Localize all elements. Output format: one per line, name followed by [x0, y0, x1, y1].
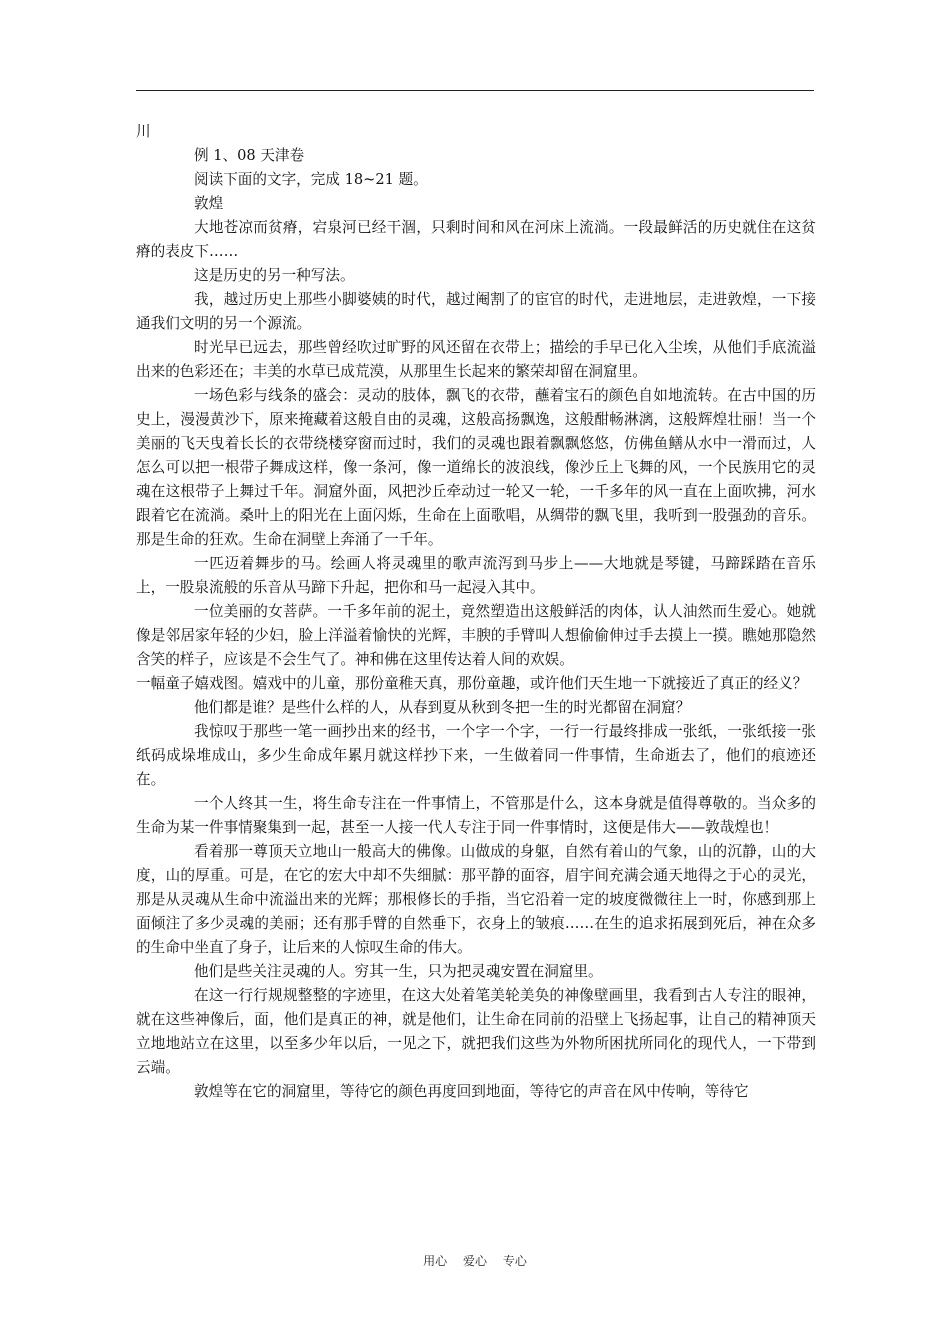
- paragraph: 我，越过历史上那些小脚婆姨的时代，越过阉割了的宦官的时代，走进地层，走进敦煌，一下接通我们文明的另一个源流。: [136, 291, 816, 332]
- footer-item: 专心: [502, 1254, 527, 1268]
- paragraph: 时光早已远去，那些曾经吹过旷野的风还留在衣带上；描绘的手早已化入尘埃，从他们手底流溢出来的色彩还在；丰美的水草已成荒漠，从那里生长起来的繁荣却留在洞窟里。: [136, 339, 816, 380]
- paragraph: 在这一行行规规整整的字迹里，在这大处着笔美轮美奂的神像壁画里，我看到古人专注的眼神，就在这些神像后，面，他们是真正的神，就是他们，让生命在同前的沿壁上飞扬起事，让自己的精神顶天立地地站立在这里，以至多少年以后，一见之下，就把我们这些为外物所困扰所同化的现代人，一下带到云端。: [136, 987, 816, 1076]
- paragraph: 他们是些关注灵魂的人。穷其一生，只为把灵魂安置在洞窟里。: [194, 963, 603, 980]
- paragraph: 阅读下面的文字，完成 18~21 题。: [194, 171, 428, 188]
- paragraph: 例 1、08 天津卷: [194, 147, 305, 164]
- footer-item: 爱心: [462, 1254, 487, 1268]
- article-title: 敦煌: [194, 195, 224, 212]
- header-fragment: 川: [136, 123, 151, 140]
- paragraph: 敦煌等在它的洞窟里，等待它的颜色再度回到地面，等待它的声音在风中传响，等待它: [194, 1083, 749, 1100]
- paragraph: 一匹迈着舞步的马。绘画人将灵魂里的歌声流泻到马步上——大地就是琴键，马蹄踩踏在音乐上，一股泉流般的乐音从马蹄下升起，把你和马一起浸入其中。: [136, 555, 816, 596]
- paragraph: 一个人终其一生，将生命专注在一件事情上，不管那是什么，这本身就是值得尊敬的。当众多的生命为某一件事情聚集到一起，甚至一人接一代人专注于同一件事情时，这便是伟大——敦哉煌也！: [136, 795, 816, 836]
- page-footer: [0, 1252, 950, 1269]
- paragraph: 我惊叹于那些一笔一画抄出来的经书，一个字一个字，一行一行最终排成一张纸，一张纸接一张纸码成垛堆成山，多少生命成年累月就这样抄下来，一生做着同一件事情，生命逝去了，他们的痕迹还在。: [136, 723, 816, 788]
- paragraph: 一幅童子嬉戏图。嬉戏中的儿童，那份童稚天真，那份童趣，或许他们天生地一下就接近了真正的经义？: [136, 675, 808, 692]
- paragraph: 大地苍凉而贫瘠，宕泉河已经干涸，只剩时间和风在河床上流淌。一段最鲜活的历史就住在这贫瘠的表皮下……: [136, 219, 816, 260]
- header-rule: [136, 90, 814, 91]
- paragraph: 他们都是谁？是些什么样的人，从春到夏从秋到冬把一生的时光都留在洞窟？: [194, 699, 691, 716]
- paragraph: 一场色彩与线条的盛会：灵动的肢体，飘飞的衣带，蘸着宝石的颜色自如地流转。在古中国的历史上，漫漫黄沙下，原来掩藏着这般自由的灵魂，这般高扬飘逸，这般酣畅淋漓，这般辉煌壮丽！当一个美丽的飞天曳着长长的衣带绕楼穿窗而过时，我们的灵魂也跟着飘飘悠悠，仿佛鱼鳝从水中一滑而过，人怎么可以把一根带子舞成这样，像一条河，像一道绵长的波浪线，像沙丘上飞舞的风，一个民族用它的灵魂在这根带子上舞过千年。洞窟外面，风把沙丘牵动过一轮又一轮，一千多年的风一直在上面吹拂，河水跟着它在流淌。桑叶上的阳光在上面闪烁，生命在上面歌唱，从绸带的飘飞里，我听到一股强劲的音乐。那是生命的狂欢。生命在洞壁上奔涌了一千年。: [136, 387, 816, 548]
- paragraph: 看着那一尊顶天立地山一般高大的佛像。山做成的身躯，自然有着山的气象，山的沉静，山的大度，山的厚重。可是，在它的宏大中却不失细腻：那平静的面容，眉宇间充满会通天地得之于心的灵光，那是从灵魂从生命中流溢出来的光辉；那根修长的手指，当它沿着一定的坡度微微往上一时，你感到那上面倾注了多少灵魂的美丽；还有那手臂的自然垂下，衣身上的皱痕……在生的追求拓展到死后，神在众多的生命中坐直了身子，让后来的人惊叹生命的伟大。: [136, 843, 816, 956]
- footer-item: 用心: [423, 1254, 448, 1268]
- paragraph: 一位美丽的女菩萨。一千多年前的泥土，竟然塑造出这般鲜活的肉体，认人油然而生爱心。她就像是邻居家年轻的少妇，脸上洋溢着愉快的光辉，丰腴的手臂叫人想偷偷伸过手去摸上一摸。瞧她那隐然含笑的样子，应该是不会生气了。神和佛在这里传达着人间的欢娱。: [136, 603, 816, 668]
- document-body: [136, 120, 816, 1104]
- paragraph: 这是历史的另一种写法。: [194, 267, 355, 284]
